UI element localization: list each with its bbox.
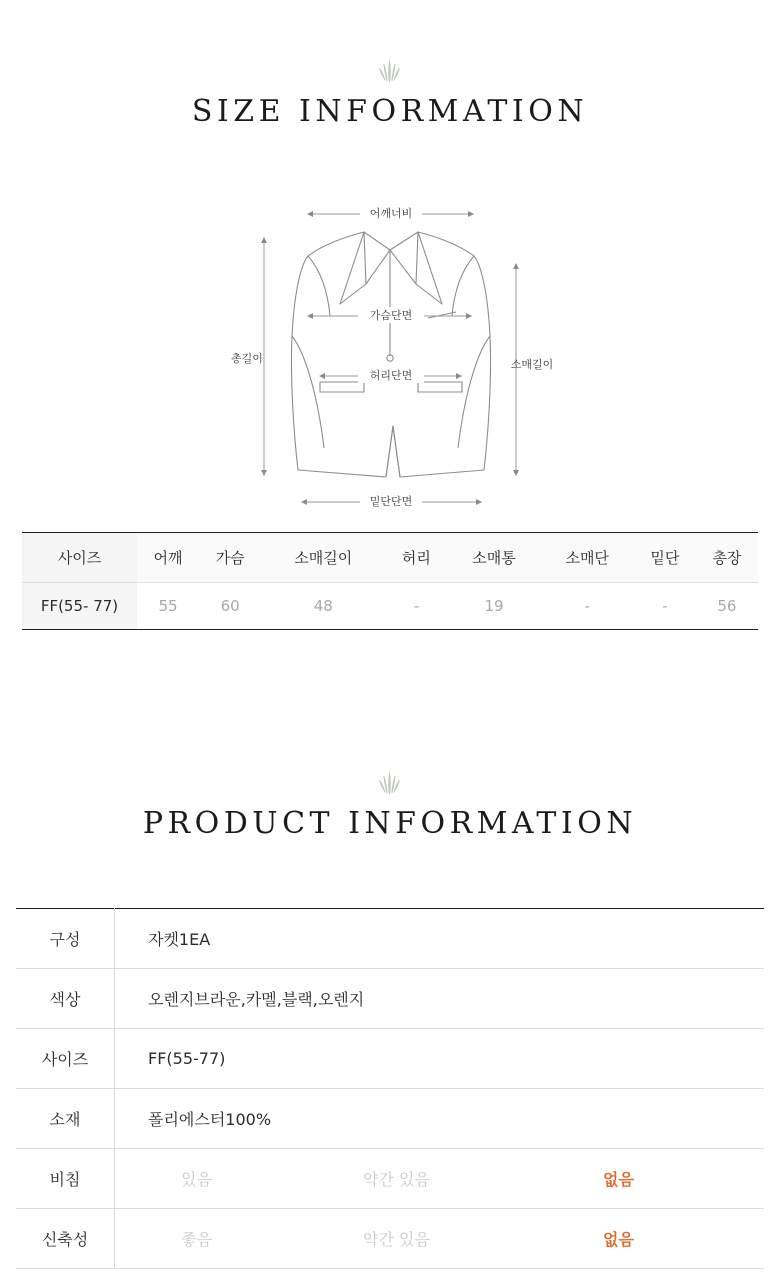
size-cell-sleeve-width: 19 <box>447 583 540 630</box>
page-title-size: SIZE INFORMATION <box>191 94 589 129</box>
size-col-header-sleeve-width: 소매통 <box>447 533 540 583</box>
size-table-container <box>22 532 758 630</box>
info-label-size: 사이즈 <box>16 1029 115 1089</box>
table-row <box>16 1089 764 1149</box>
page-title-product: PRODUCT INFORMATION <box>142 806 638 841</box>
info-label-material: 소재 <box>16 1089 115 1149</box>
size-col-header-shoulder: 어깨 <box>137 533 199 583</box>
jacket-diagram <box>0 186 780 516</box>
table-row <box>16 1029 764 1089</box>
size-col-header-sleeve-length: 소매길이 <box>261 533 385 583</box>
product-information-header <box>0 770 780 842</box>
size-cell-chest: 60 <box>199 583 261 630</box>
size-cell-cuff: - <box>541 583 634 630</box>
size-table <box>22 532 758 630</box>
info-label-sheerness: 비침 <box>16 1149 115 1209</box>
elasticity-option-none: 없음 <box>603 1230 634 1249</box>
label-waist: 허리단면 <box>369 369 413 382</box>
size-cell-size: FF(55- 77) <box>22 583 137 630</box>
sheerness-option-yes: 있음 <box>181 1170 212 1189</box>
table-row <box>16 969 764 1029</box>
table-header-row <box>22 533 758 583</box>
label-sleeve-length: 소매길이 <box>510 358 554 371</box>
table-row <box>16 1209 764 1269</box>
size-cell-sleeve-length: 48 <box>261 583 385 630</box>
size-col-header-waist: 허리 <box>385 533 447 583</box>
jacket-measurement-svg <box>190 186 590 516</box>
product-info-table-container <box>16 908 764 1269</box>
elasticity-option-slight: 약간 있음 <box>363 1230 430 1249</box>
wheat-ornament-icon <box>368 770 412 796</box>
label-shoulder: 어깨너비 <box>369 207 413 220</box>
size-cell-hem: - <box>634 583 696 630</box>
info-label-composition: 구성 <box>16 909 115 969</box>
sheerness-option-none: 없음 <box>603 1170 634 1189</box>
info-value-sheerness <box>115 1149 765 1209</box>
size-col-header-total: 총장 <box>696 533 758 583</box>
table-row <box>16 1149 764 1209</box>
elasticity-option-good: 좋음 <box>181 1230 212 1249</box>
size-cell-shoulder: 55 <box>137 583 199 630</box>
sheerness-option-slight: 약간 있음 <box>363 1170 430 1189</box>
size-cell-waist: - <box>385 583 447 630</box>
info-value-size: FF(55-77) <box>115 1029 765 1089</box>
table-row <box>16 909 764 969</box>
size-col-header-hem: 밑단 <box>634 533 696 583</box>
size-information-header <box>0 58 780 130</box>
label-total-length: 총길이 <box>231 352 263 365</box>
info-value-elasticity <box>115 1209 765 1269</box>
table-row <box>22 583 758 630</box>
label-hem: 밑단단면 <box>369 495 413 508</box>
size-col-header-cuff: 소매단 <box>541 533 634 583</box>
size-cell-total: 56 <box>696 583 758 630</box>
wheat-ornament-icon <box>368 58 412 84</box>
info-value-composition: 자켓1EA <box>115 909 765 969</box>
info-label-color: 색상 <box>16 969 115 1029</box>
product-info-table <box>16 908 764 1269</box>
size-col-header-chest: 가슴 <box>199 533 261 583</box>
info-value-material: 폴리에스터100% <box>115 1089 765 1149</box>
info-value-color: 오렌지브라운,카멜,블랙,오렌지 <box>115 969 765 1029</box>
info-label-elasticity: 신축성 <box>16 1209 115 1269</box>
size-col-header-size: 사이즈 <box>22 533 137 583</box>
label-chest: 가슴단면 <box>369 309 413 322</box>
